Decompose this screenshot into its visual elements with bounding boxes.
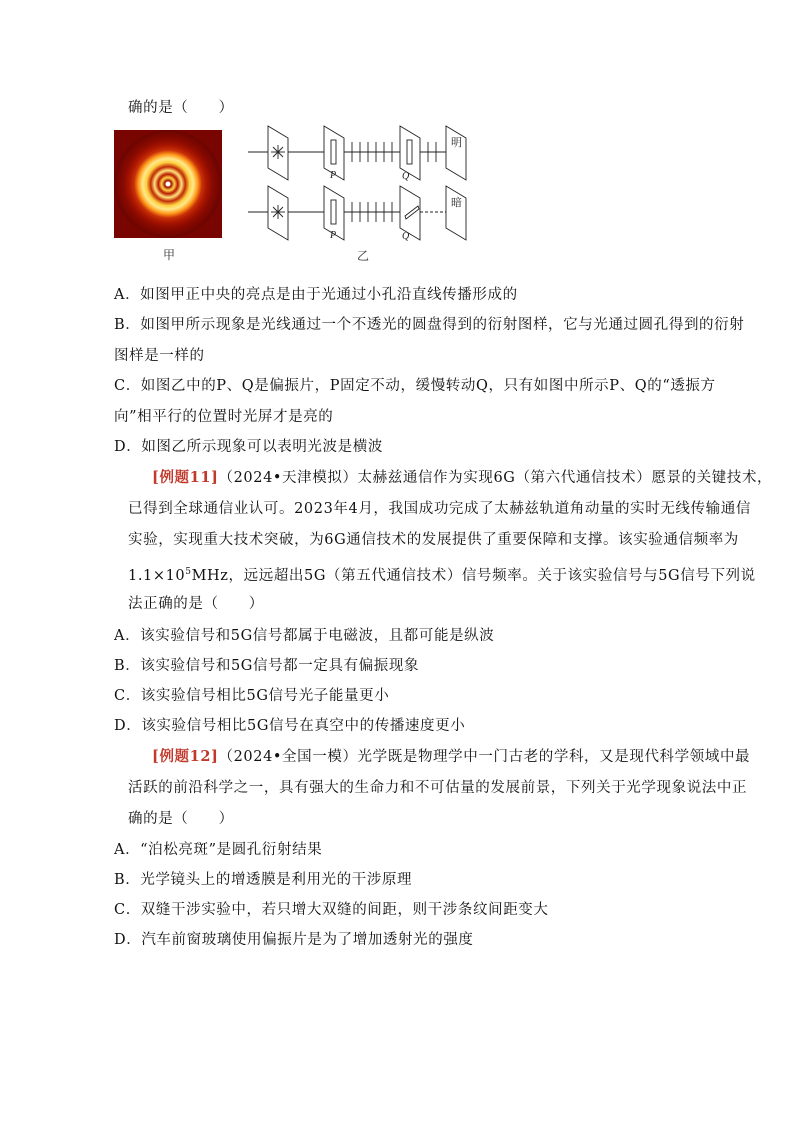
polarizer-setup-diagram <box>248 122 478 262</box>
q11-option-b: B．该实验信号和5G信号都一定具有偏振现象 <box>114 658 420 674</box>
q12-option-a: A．“泊松亮斑”是圆孔衍射结果 <box>114 842 323 858</box>
label-p-top: P <box>330 170 337 181</box>
q12-line-2: 活跃的前沿科学之一，具有强大的生命力和不可估量的发展前景，下列关于光学现象说法中正 <box>128 780 748 796</box>
q11-line-5: 法正确的是（ ） <box>128 596 264 612</box>
q12-option-c: C．双缝干涉实验中，若只增大双缝的间距，则干涉条纹间距变大 <box>114 902 549 918</box>
q10-option-c: C．如图乙中的P、Q是偏振片，P固定不动，缓慢转动Q，只有如图中所示P、Q的“透振方 <box>114 378 716 394</box>
q10-option-b-cont: 图样是一样的 <box>114 348 205 364</box>
caption-yi: 乙 <box>357 249 370 263</box>
q12-line-3: 确的是（ ） <box>128 811 234 827</box>
label-p-bottom: P <box>330 230 337 241</box>
q12-line-1: [例题12]（2024•全国一模）光学既是物理学中一门古老的学科，又是现代科学领域中最 <box>152 748 751 765</box>
q10-option-b: B．如图甲所示现象是光线通过一个不透光的圆盘得到的衍射图样，它与光通过圆孔得到的衍射 <box>114 317 745 333</box>
caption-jia: 甲 <box>163 248 176 262</box>
q12-option-b: B．光学镜头上的增透膜是利用光的干涉原理 <box>114 872 413 888</box>
question-stem-tail: 确的是（ ） <box>128 100 234 116</box>
q11-option-d: D．该实验信号相比5G信号在真空中的传播速度更小 <box>114 718 466 734</box>
diffraction-pattern-image <box>114 130 222 238</box>
light-source-icon <box>271 145 285 159</box>
q12-tag: [例题12] <box>152 748 219 765</box>
q11-tag: [例题11] <box>152 469 219 486</box>
q11-line-2: 已得到全球通信业认可。2023年4月，我国成功完成了太赫兹轨道角动量的实时无线传输通信 <box>128 501 751 517</box>
label-q-top: Q <box>402 171 410 182</box>
q10-option-d: D．如图乙所示现象可以表明光波是横波 <box>114 439 383 455</box>
q11-option-c: C．该实验信号相比5G信号光子能量更小 <box>114 688 390 704</box>
label-q-bottom: Q <box>402 231 410 242</box>
q12-option-d: D．汽车前窗玻璃使用偏振片是为了增加透射光的强度 <box>114 932 474 948</box>
q11-line-4: $1.1\times 10^5MHz$，远远超出5G（第五代通信技术）信号频率。关于该实验信号与5G信号下列说 <box>128 567 756 584</box>
label-bright: 明 <box>451 136 462 149</box>
q11-line-1: [例题11]（2024•天津模拟）太赫兹通信作为实现6G（第六代通信技术）愿景的关键技术， <box>152 469 773 486</box>
q10-option-a: A．如图甲正中央的亮点是由于光通过小孔沿直线传播形成的 <box>114 287 518 303</box>
label-dark: 暗 <box>451 196 462 209</box>
q11-line-3: 实验，实现重大技术突破，为6G通信技术的发展提供了重要保障和支撑。该实验通信频率为 <box>128 532 739 548</box>
q10-option-c-cont: 向”相平行的位置时光屏才是亮的 <box>114 409 334 425</box>
q11-option-a: A．该实验信号和5G信号都属于电磁波，且都可能是纵波 <box>114 628 495 644</box>
